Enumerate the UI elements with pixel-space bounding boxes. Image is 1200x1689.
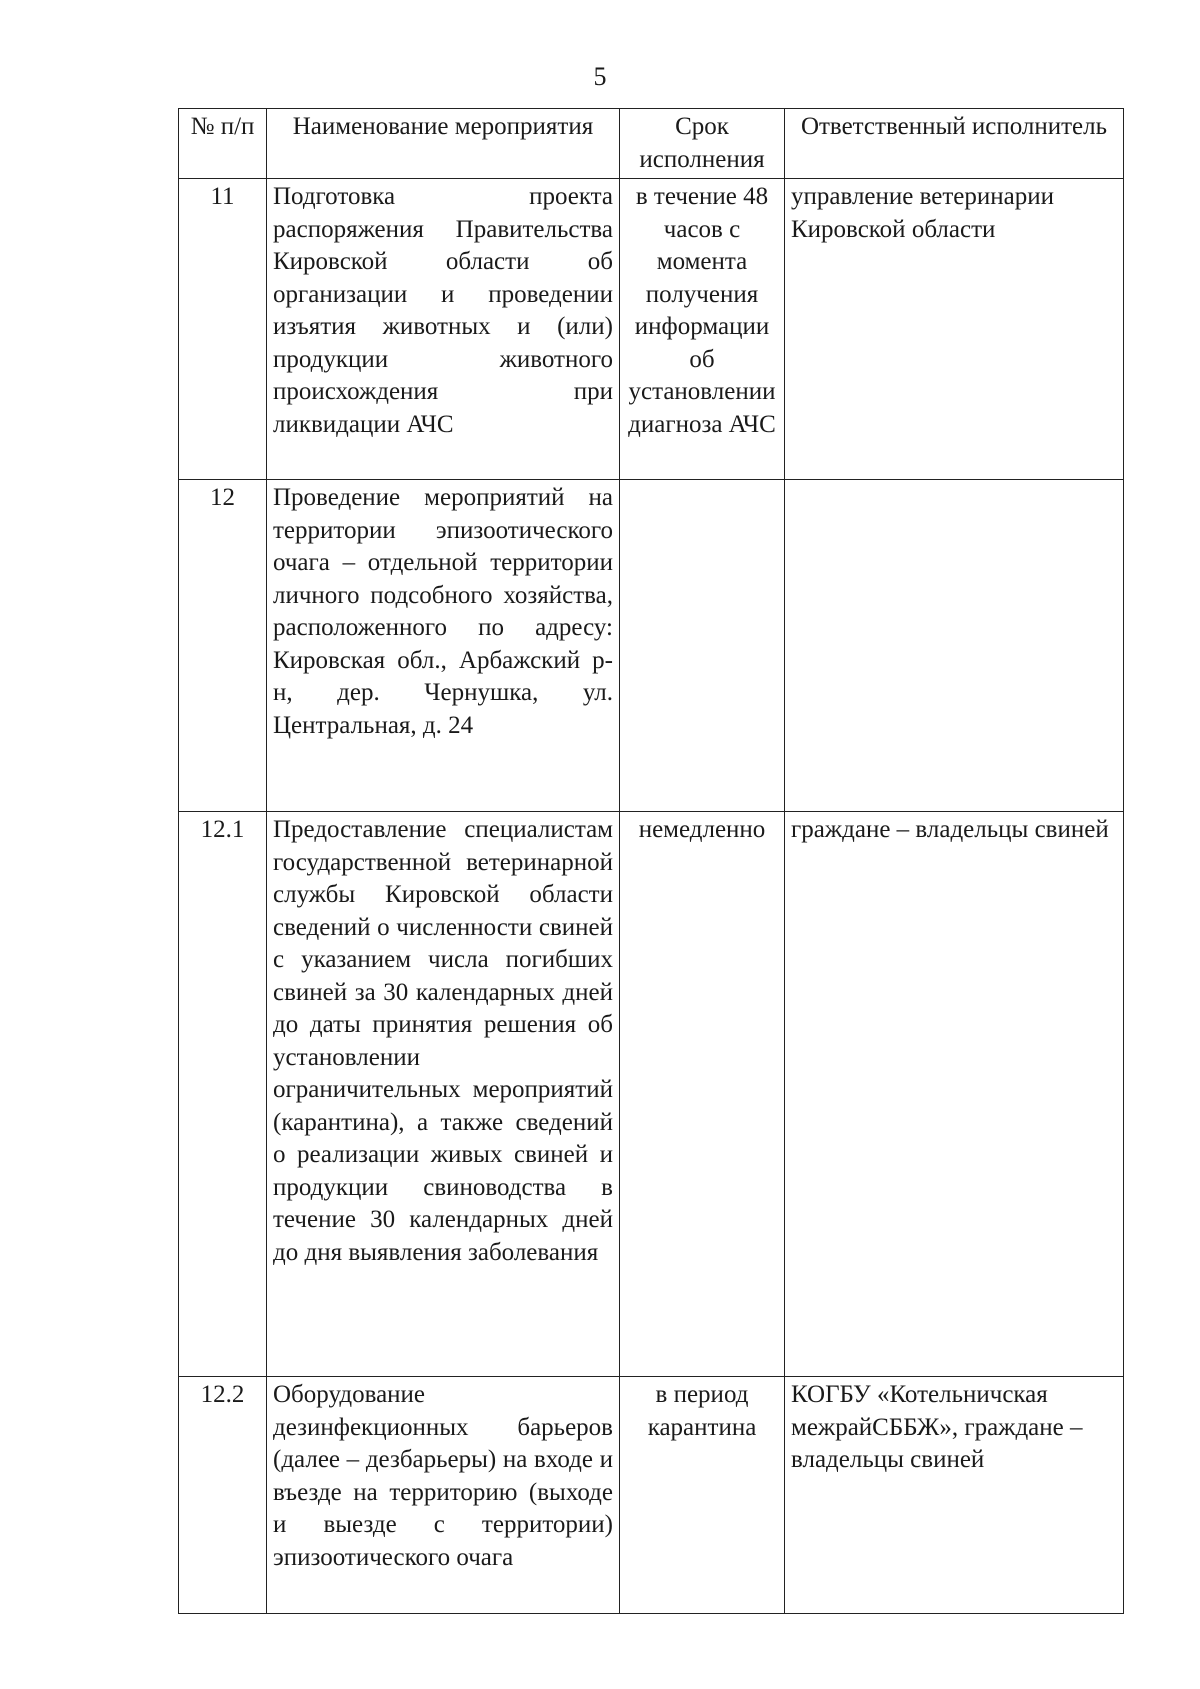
measure-responsible: управление ветеринарии Кировской области — [785, 179, 1124, 480]
row-number: 12.1 — [179, 812, 267, 1377]
header-responsible: Ответственный исполнитель — [785, 109, 1124, 179]
header-term: Срок исполнения — [620, 109, 785, 179]
row-number: 12 — [179, 480, 267, 812]
table-row — [179, 480, 1124, 812]
measure-term: в период карантина — [620, 1377, 785, 1614]
row-number: 12.2 — [179, 1377, 267, 1614]
measure-term: немедленно — [620, 812, 785, 1377]
measure-name: Проведение мероприятий на территории эпизоотического очага – отдельной территории личного подсобного хозяйства, расположенного по адресу: Кировская обл., Арбажский р-н, дер. Чернушка, ул. Центральная, д. 24 — [267, 480, 620, 812]
table-header-row — [179, 109, 1124, 179]
measure-term — [620, 480, 785, 812]
table-row — [179, 1377, 1124, 1614]
measure-responsible — [785, 480, 1124, 812]
measure-name: Подготовка проекта распоряжения Правительства Кировской области об организации и проведении изъятия животных и (или) продукции животного происхождения при ликвидации АЧС — [267, 179, 620, 480]
table-row — [179, 179, 1124, 480]
table-row — [179, 812, 1124, 1377]
measure-responsible: граждане – владельцы свиней — [785, 812, 1124, 1377]
row-number: 11 — [179, 179, 267, 480]
page-number: 5 — [593, 62, 607, 91]
measures-table — [178, 108, 1124, 1614]
measure-responsible: КОГБУ «Котельничская межрайСББЖ», граждане – владельцы свиней — [785, 1377, 1124, 1614]
measure-name: Оборудование дезинфекционных барьеров (далее – дезбарьеры) на входе и въезде на территорию (выходе и выезде с территории) эпизоотического очага — [267, 1377, 620, 1614]
measure-name: Предоставление специалистам государственной ветеринарной службы Кировской области сведений о численности свиней с указанием числа погибших свиней за 30 календарных дней до даты принятия решения об установлении ограничительных мероприятий (карантина), а также сведений о реализации живых свиней и продукции свиноводства в течение 30 календарных дней до дня выявления заболевания — [267, 812, 620, 1377]
header-num: № п/п — [179, 109, 267, 179]
header-name: Наименование мероприятия — [267, 109, 620, 179]
measure-term: в течение 48 часов с момента получения информации об установлении диагноза АЧС — [620, 179, 785, 480]
